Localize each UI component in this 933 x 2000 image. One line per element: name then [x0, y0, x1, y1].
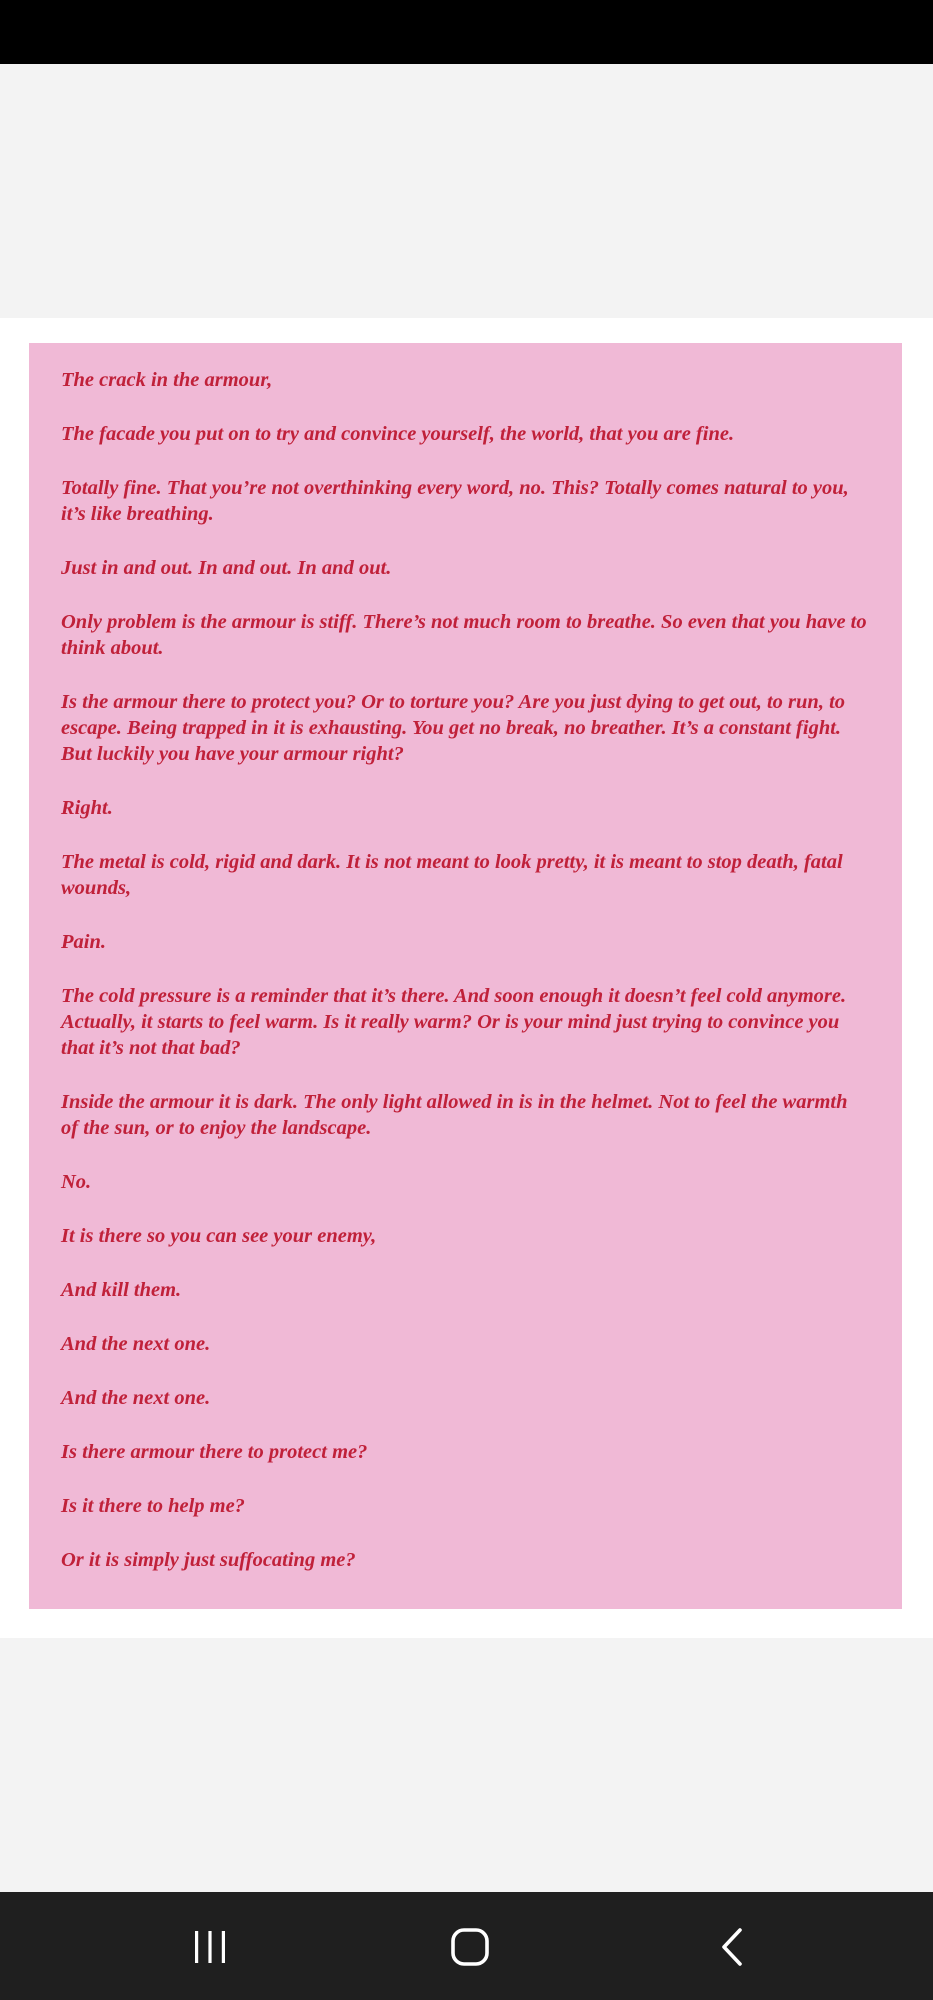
top-blank-area — [0, 64, 933, 318]
poem-line: Inside the armour it is dark. The only light allowed in is in the helmet. Not to feel the warmth of the sun, or to enjoy the landscape. — [61, 1091, 848, 1139]
back-icon — [713, 1925, 753, 1969]
recents-icon — [190, 1927, 230, 1967]
status-bar — [0, 0, 933, 64]
poem-line: The facade you put on to try and convince yourself, the world, that you are fine. — [61, 423, 735, 445]
poem-line: And the next one. — [61, 1333, 211, 1355]
poem-line: Is there armour there to protect me? — [61, 1441, 368, 1463]
bottom-blank-area — [0, 1638, 933, 1892]
poem-line: No. — [61, 1171, 92, 1193]
poem-card — [29, 343, 902, 1609]
recents-button[interactable] — [165, 1912, 255, 1982]
poem-line: Or it is simply just suffocating me? — [61, 1549, 356, 1571]
poem-line: Just in and out. In and out. In and out. — [61, 557, 392, 579]
poem-line: Pain. — [61, 931, 106, 953]
poem-line: Is the armour there to protect you? Or to torture you? Are you just dying to get out, to run, to escape. Being trapped in it is exhausting. You get no break, no breather. It’s a constant fight. But luckily you have your armour right? — [61, 691, 846, 765]
home-icon — [448, 1925, 492, 1969]
poem-line: And kill them. — [61, 1279, 182, 1301]
poem-line: Right. — [61, 797, 113, 819]
poem-line: And the next one. — [61, 1387, 211, 1409]
poem-line: The crack in the armour, — [61, 369, 273, 391]
poem-line: The metal is cold, rigid and dark. It is not meant to look pretty, it is meant to stop death, fatal wounds, — [61, 851, 843, 899]
poem-line: The cold pressure is a reminder that it’s there. And soon enough it doesn’t feel cold anymore. Actually, it starts to feel warm. Is it really warm? Or is your mind just trying to convince you that it’s not that bad? — [61, 985, 847, 1059]
navigation-bar — [0, 1892, 933, 2000]
poem-line: Only problem is the armour is stiff. There’s not much room to breathe. So even that you have to think about. — [61, 611, 867, 659]
poem-line: Totally fine. That you’re not overthinking every word, no. This? Totally comes natural to you, it’s like breathing. — [61, 477, 849, 525]
poem-line: It is there so you can see your enemy, — [61, 1225, 377, 1247]
back-button[interactable] — [688, 1912, 778, 1982]
poem-line: Is it there to help me? — [61, 1495, 245, 1517]
home-button[interactable] — [425, 1912, 515, 1982]
